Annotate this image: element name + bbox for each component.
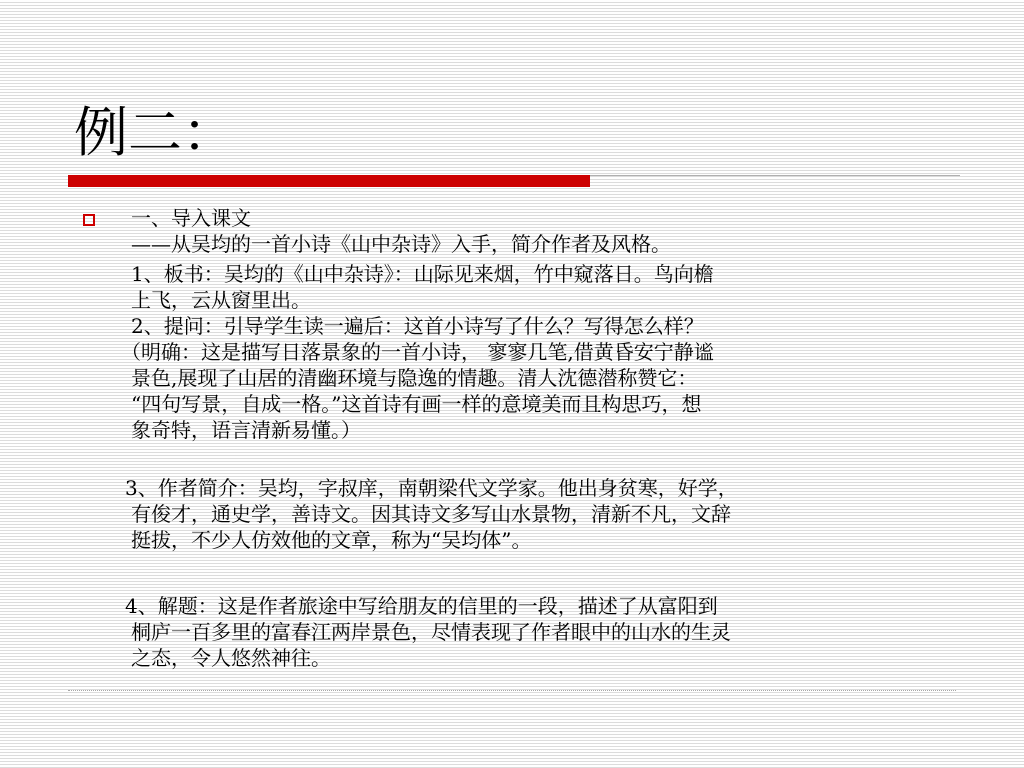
body-line-item3-c: 挺拔，不少人仿效他的文章，称为“吴均体”。 xyxy=(131,528,532,552)
body-line-item2-b: （明确：这是描写日落景象的一首小诗， 寥寥几笔,借黄昏安宁静谧 xyxy=(121,340,714,364)
body-line-intro: ——从吴均的一首小诗《山中杂诗》入手，简介作者及风格。 xyxy=(131,232,671,256)
body-line-heading: 一、导入课文 xyxy=(131,206,251,230)
body-line-item2-a: 2、提问：引导学生读一遍后：这首小诗写了什么？写得怎么样？ xyxy=(131,314,704,338)
body-line-item1-a: 1、板书：吴均的《山中杂诗》：山际见来烟，竹中窥落日。鸟向檐 xyxy=(131,262,714,286)
hollow-square-bullet-icon xyxy=(83,214,95,226)
body-line-item2-e: 象奇特，语言清新易懂。） xyxy=(131,418,361,442)
body-line-item4-b: 桐庐一百多里的富春江两岸景色，尽情表现了作者眼中的山水的生灵 xyxy=(131,620,731,644)
footer-separator xyxy=(68,690,956,691)
slide-title: 例二： xyxy=(74,101,236,164)
body-line-item2-d: “四句写景，自成一格。”这首诗有画一样的意境美而且构思巧，想 xyxy=(131,392,702,416)
title-underline-gray xyxy=(590,175,960,176)
body-line-item1-b: 上飞，云从窗里出。 xyxy=(131,288,311,312)
body-line-item2-c: 景色,展现了山居的清幽环境与隐逸的情趣。清人沈德潜称赞它： xyxy=(131,366,698,390)
body-line-item3-b: 有俊才，通史学，善诗文。因其诗文多写山水景物，清新不凡，文辞 xyxy=(131,502,731,526)
body-line-item3-a: 3、作者简介：吴均，字叔庠，南朝梁代文学家。他出身贫寒，好学， xyxy=(125,476,738,500)
body-line-item4-c: 之态，令人悠然神往。 xyxy=(131,646,331,670)
title-underline-red xyxy=(68,175,590,187)
body-line-item4-a: 4、解题：这是作者旅途中写给朋友的信里的一段，描述了从富阳到 xyxy=(125,594,718,618)
